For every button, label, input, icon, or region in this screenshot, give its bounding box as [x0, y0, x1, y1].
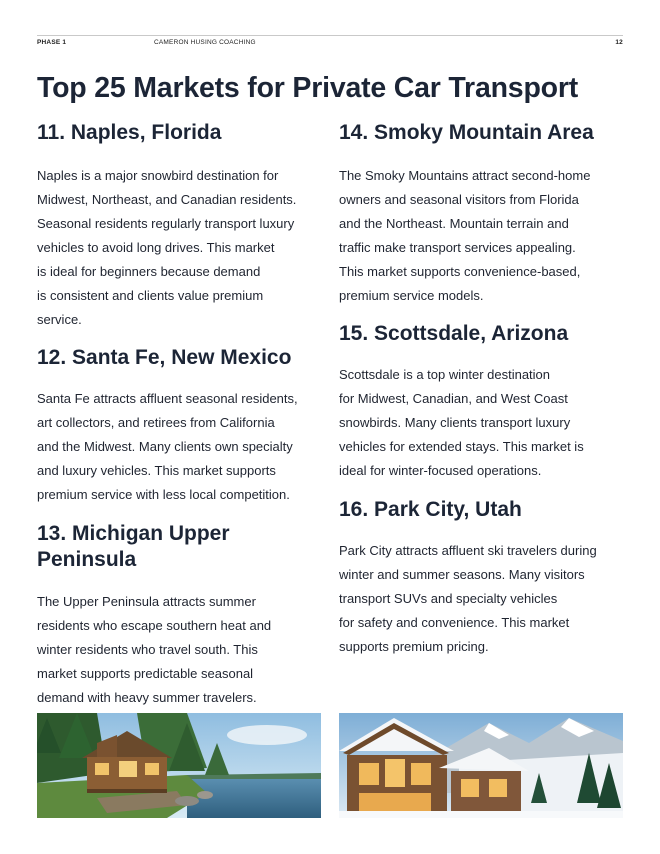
page-number: 12 [615, 39, 623, 46]
section-body: The Smoky Mountains attract second-home owners and seasonal visitors from Florida and the Northeast. Mountain terrain and traffic make transport services appealing. This market supports convenience-based, premium service models. [339, 168, 591, 303]
section-heading: 16. Park City, Utah [339, 498, 522, 521]
brand-label: CAMERON HUSING COACHING [154, 39, 256, 46]
page-title: Top 25 Markets for Private Car Transport [37, 72, 579, 104]
section-santa-fe [37, 345, 323, 507]
section-body: Park City attracts affluent ski travelers during winter and summer seasons. Many visitors transport SUVs and specialty vehicles for safety and convenience. This market supports premium pricing. [339, 543, 597, 654]
section-heading: 15. Scottsdale, Arizona [339, 322, 569, 345]
snowy-mountain-chalet-photo [339, 713, 623, 818]
section-body: The Upper Peninsula attracts summer residents who escape southern heat and winter residents who travel south. This market supports predictable seasonal demand with heavy summer travelers. [37, 594, 272, 705]
phase-label: PHASE 1 [37, 39, 67, 46]
lakeside-log-cabin-photo [37, 713, 321, 818]
section-body: Santa Fe attracts affluent seasonal residents, art collectors, and retirees from California and the Midwest. Many clients own specialty and luxury vehicles. This market supports premium service with less local competition. [37, 391, 298, 502]
section-naples [37, 120, 323, 332]
section-heading: 13. Michigan Upper Peninsula [37, 522, 230, 571]
section-body: Naples is a major snowbird destination for Midwest, Northeast, and Canadian residents. Seasonal residents regularly transport luxury vehicles to avoid long drives. This market is ideal for beginners because demand is consistent and clients value premium service. [37, 168, 297, 327]
section-heading: 11. Naples, Florida [37, 121, 222, 144]
section-heading: 14. Smoky Mountain Area [339, 121, 594, 144]
section-heading: 12. Santa Fe, New Mexico [37, 346, 292, 369]
section-park-city [339, 497, 625, 659]
section-michigan [37, 521, 323, 710]
header-rule [37, 35, 623, 36]
section-body: Scottsdale is a top winter destination for Midwest, Canadian, and West Coast snowbirds. Many clients transport luxury vehicles for extended stays. This market is ideal for winter-focused operations. [339, 367, 584, 478]
section-scottsdale [339, 321, 625, 483]
section-smoky-mountain [339, 120, 625, 308]
